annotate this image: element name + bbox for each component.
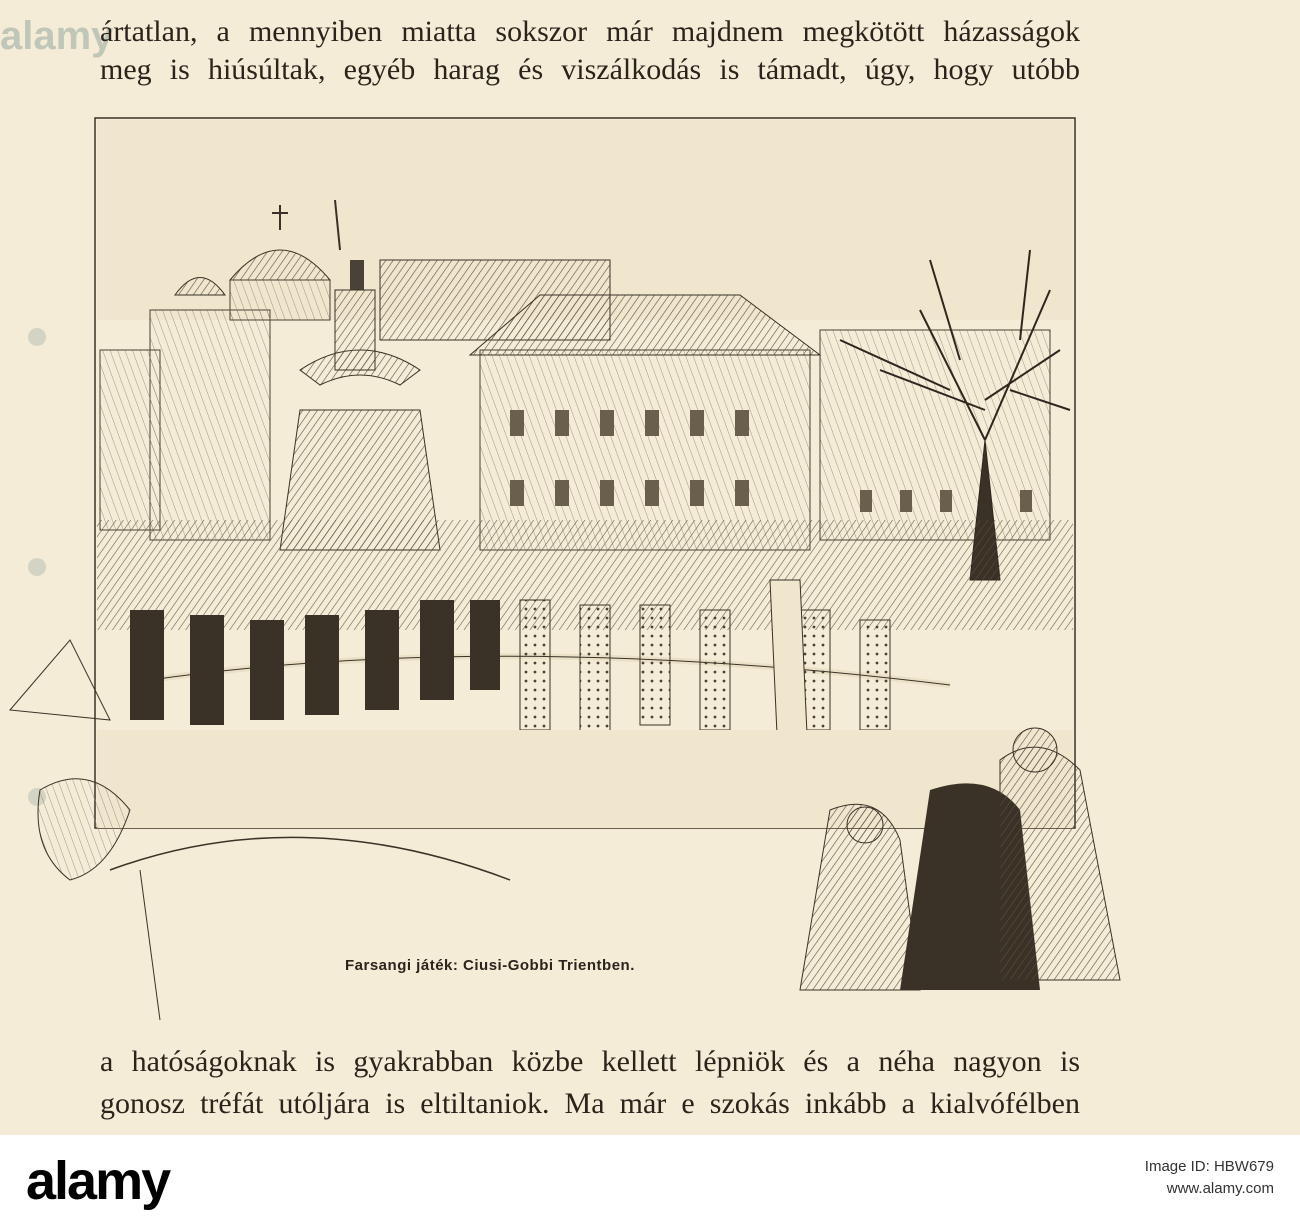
watermark-left: alamy: [0, 14, 114, 58]
illustration-caption: Farsangi játék: Ciusi-Gobbi Trientben.: [345, 957, 635, 974]
stock-logo: alamy: [26, 1151, 170, 1211]
body-text-line: gonosz tréfát utóljára is eltiltaniok. Ma már e szokás inkább a kialvófélben: [100, 1087, 1080, 1120]
body-text-line: meg is hiúsúltak, egyéb harag és viszálkodás is támadt, úgy, hogy utóbb: [100, 53, 1080, 86]
image-id-label: Image ID: HBW679: [1144, 1158, 1274, 1175]
engraving-illustration: [0, 110, 1300, 1030]
body-text-line: a hatóságoknak is gyakrabban közbe kellett lépniök és a néha nagyon is: [100, 1045, 1080, 1078]
site-url: www.alamy.com: [1166, 1180, 1274, 1197]
stock-footer: [0, 1135, 1300, 1224]
body-text-line: ártatlan, a mennyiben miatta sokszor már majdnem megkötött házasságok: [100, 15, 1080, 48]
